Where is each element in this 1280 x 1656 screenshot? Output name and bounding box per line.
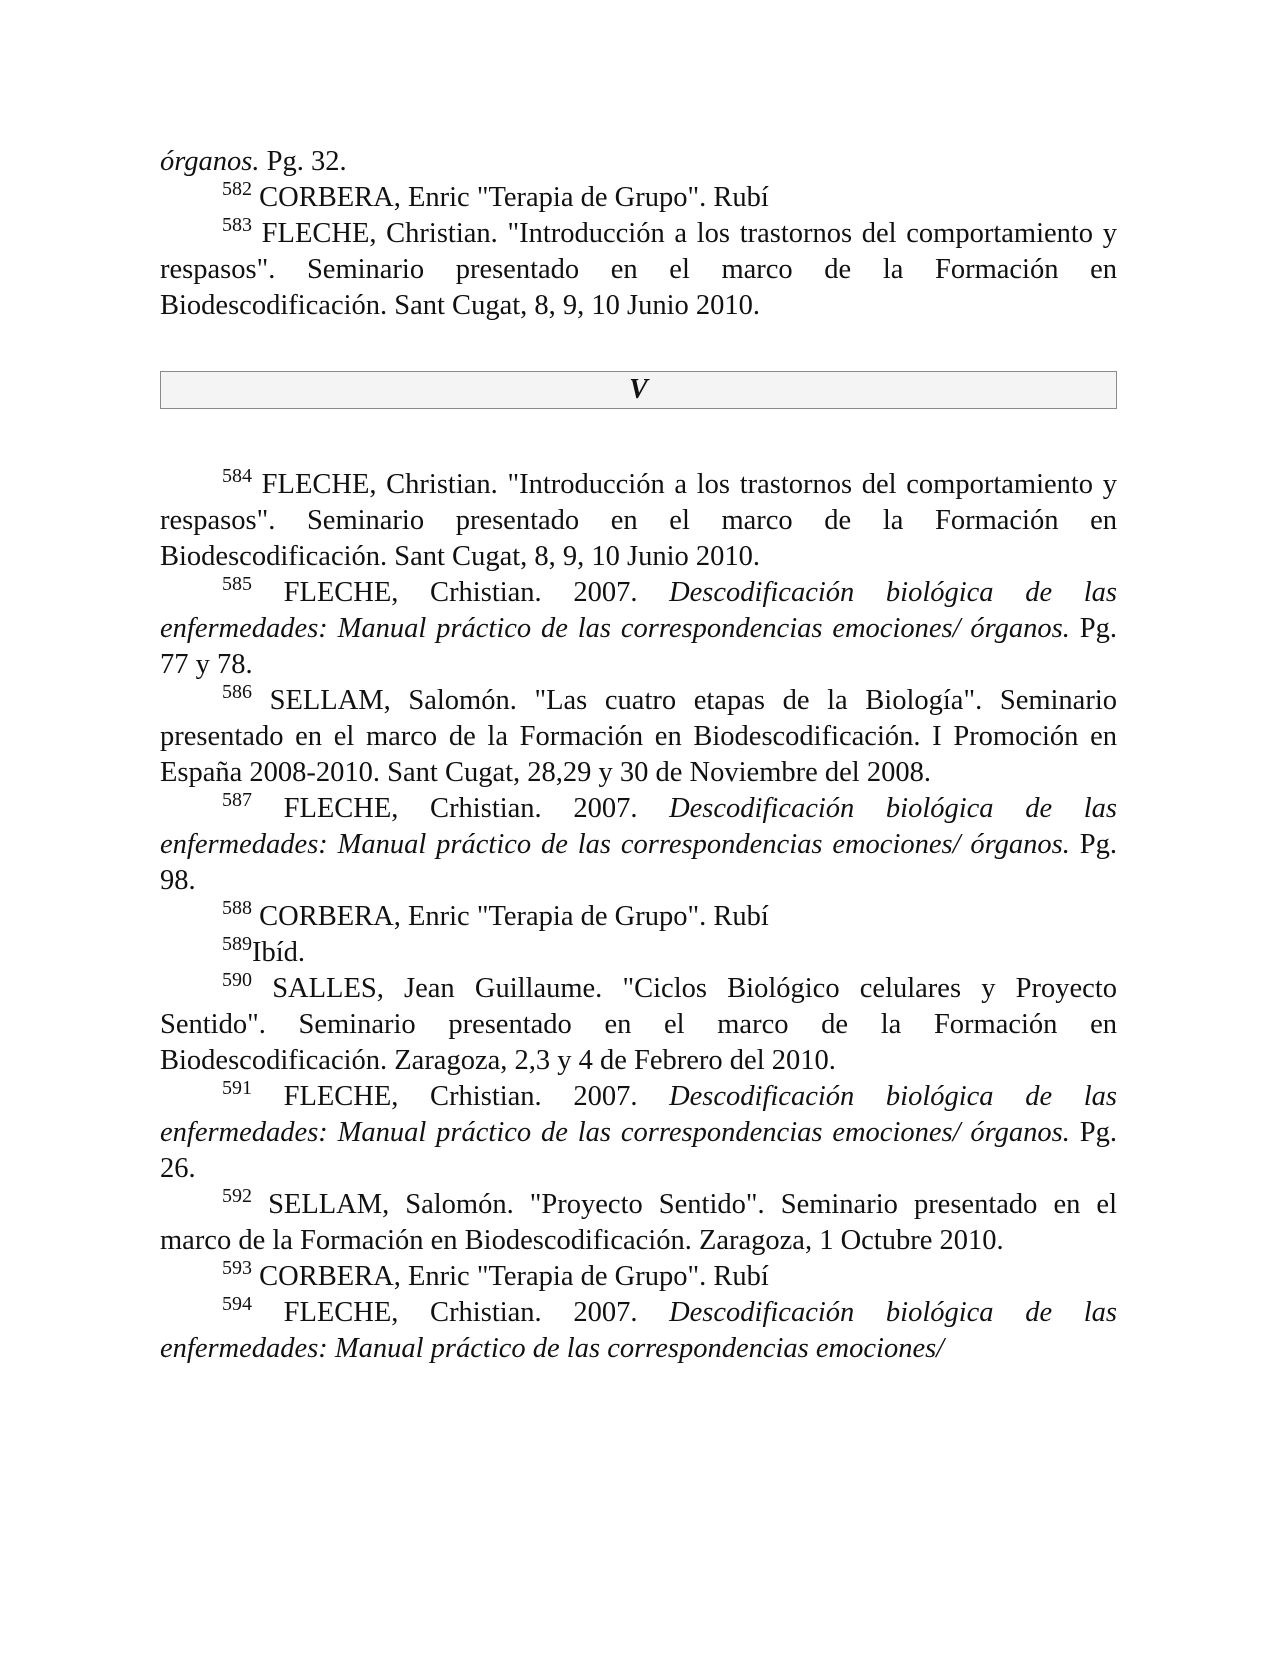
footnote-number: 588 bbox=[222, 897, 252, 919]
footnote-text: SALLES, Jean Guillaume. "Ciclos Biológico celulares y Proyecto Sentido". Seminario presentado en el marco de la Formación en Biodescodificación. Zaragoza, 2,3 y 4 de Febrero del 2010. bbox=[160, 973, 1117, 1076]
footnote-number: 591 bbox=[222, 1077, 252, 1099]
footnote-583 bbox=[160, 216, 1117, 324]
footnote-number: 594 bbox=[222, 1293, 252, 1315]
footnote-number: 587 bbox=[222, 789, 252, 811]
footnote-italic-title: Descodificación biológica de las enfermedades: Manual práctico de las correspondencias emociones/ órganos. bbox=[160, 577, 1117, 644]
footnote-594 bbox=[160, 1295, 1117, 1367]
footnote-text: CORBERA, Enric "Terapia de Grupo". Rubí bbox=[252, 1261, 769, 1292]
footnote-text: CORBERA, Enric "Terapia de Grupo". Rubí bbox=[252, 182, 769, 213]
footnote-584 bbox=[160, 467, 1117, 575]
footnote-number: 593 bbox=[222, 1257, 252, 1279]
footnote-italic-title: Descodificación biológica de las enfermedades: Manual práctico de las correspondencias emociones/ bbox=[160, 1297, 1117, 1364]
footnote-589 bbox=[160, 935, 1117, 971]
footnote-italic-title: Descodificación biológica de las enfermedades: Manual práctico de las correspondencias emociones/ órganos. bbox=[160, 793, 1117, 860]
footnote-591 bbox=[160, 1079, 1117, 1187]
footnote-586 bbox=[160, 683, 1117, 791]
footnote-number: 584 bbox=[222, 465, 252, 487]
footnote-number: 583 bbox=[222, 214, 252, 236]
footnote-590 bbox=[160, 971, 1117, 1079]
footnote-text-end: Pg. 98. bbox=[160, 829, 1117, 896]
footnote-text: SELLAM, Salomón. "Las cuatro etapas de la Biología". Seminario presentado en el marco de la Formación en Biodescodificación. I Promoción en España 2008-2010. Sant Cugat, 28,29 y 30 de Noviembre del 2008. bbox=[160, 685, 1117, 788]
footnote-text: FLECHE, Crhistian. 2007. bbox=[252, 1081, 670, 1112]
section-marker: V bbox=[629, 374, 648, 405]
footnote-587 bbox=[160, 791, 1117, 899]
footnote-text: FLECHE, Christian. "Introducción a los trastornos del comportamiento y respasos". Seminario presentado en el marco de la Formación en Biodescodificación. Sant Cugat, 8, 9, 10 Junio 2010. bbox=[160, 469, 1117, 572]
footnote-text-end: Pg. 77 y 78. bbox=[160, 613, 1117, 680]
footnote-text: CORBERA, Enric "Terapia de Grupo". Rubí bbox=[252, 901, 769, 932]
footnote-number: 590 bbox=[222, 969, 252, 991]
footnote-number: 589 bbox=[222, 933, 252, 955]
footnote-italic-title: órganos. bbox=[160, 146, 260, 177]
footnote-593 bbox=[160, 1259, 1117, 1295]
footnote-number: 592 bbox=[222, 1185, 252, 1207]
footnote-number: 582 bbox=[222, 178, 252, 200]
footnote-text: SELLAM, Salomón. "Proyecto Sentido". Seminario presentado en el marco de la Formación en Biodescodificación. Zaragoza, 1 Octubre 2010. bbox=[160, 1189, 1117, 1256]
footnote-number: 585 bbox=[222, 573, 252, 595]
footnote-text: Pg. 32. bbox=[259, 146, 347, 177]
footnote-585 bbox=[160, 575, 1117, 683]
footnote-588 bbox=[160, 899, 1117, 935]
footnote-continuation bbox=[160, 144, 1117, 180]
footnote-592 bbox=[160, 1187, 1117, 1259]
section-divider-bar bbox=[160, 371, 1117, 409]
footnote-text: FLECHE, Crhistian. 2007. bbox=[252, 793, 670, 824]
footnote-list bbox=[160, 467, 1117, 1367]
footnote-text: FLECHE, Christian. "Introducción a los trastornos del comportamiento y respasos". Seminario presentado en el marco de la Formación en Biodescodificación. Sant Cugat, 8, 9, 10 Junio 2010. bbox=[160, 218, 1117, 321]
footnote-text: FLECHE, Crhistian. 2007. bbox=[252, 1297, 670, 1328]
footnote-text-end: Pg. 26. bbox=[160, 1117, 1117, 1184]
footnote-text: FLECHE, Crhistian. 2007. bbox=[252, 577, 670, 608]
footnote-number: 586 bbox=[222, 681, 252, 703]
footnote-italic-title: Descodificación biológica de las enfermedades: Manual práctico de las correspondencias emociones/ órganos. bbox=[160, 1081, 1117, 1148]
footnote-582 bbox=[160, 180, 1117, 216]
document-page bbox=[160, 144, 1117, 1367]
footnote-text: Ibíd. bbox=[252, 937, 306, 968]
